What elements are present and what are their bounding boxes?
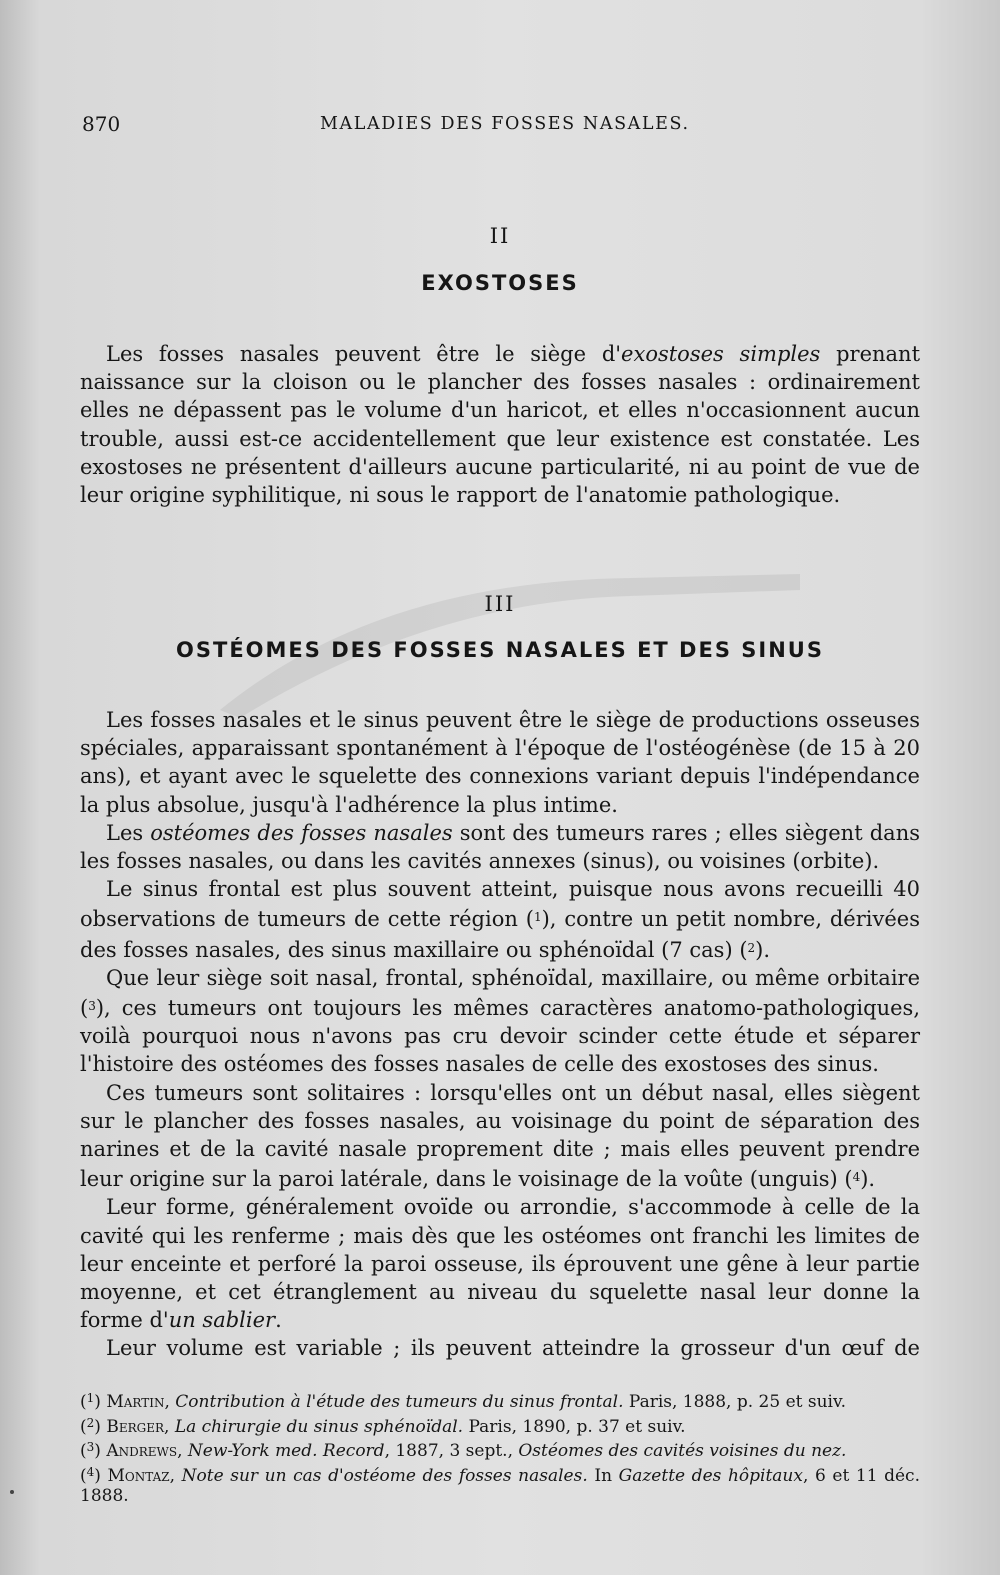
page-number: 870 xyxy=(82,112,121,136)
footnote-ref-2[interactable]: 2 xyxy=(747,940,756,955)
section-title-exostoses: EXOSTOSES xyxy=(421,271,579,295)
footnote-author: Martin xyxy=(106,1392,165,1412)
section-iii-body xyxy=(80,706,920,1363)
section-title-osteomes: OSTÉOMES DES FOSSES NASALES ET DES SINUS xyxy=(176,638,824,662)
section-ii-body xyxy=(80,340,920,509)
footnote-ref-4[interactable]: 4 xyxy=(852,1170,861,1185)
section-numeral-ii: II xyxy=(489,224,511,248)
footnote-1: ($^1$) Martin, Contribution à l'étude des tumeurs du sinus frontal. Paris, 1888, p. 25 et suiv. xyxy=(80,1391,846,1412)
emphasis: ostéomes des fosses nasales xyxy=(150,820,453,845)
page-header xyxy=(82,112,922,142)
emphasis: exostoses simples xyxy=(621,342,821,366)
footnote-ref-3[interactable]: 3 xyxy=(88,999,96,1014)
footnote-2: ($^2$) Berger, La chirurgie du sinus sphénoïdal. Paris, 1890, p. 37 et suiv. xyxy=(80,1415,686,1437)
paragraph: Leur forme, généralement ovoïde ou arrondie, s'accommode à celle de la cavité qui les renferme ; mais dès que les ostéomes ont franchi les limites de leur enceinte et perforé la paroi osseuse, ils éprouvent une gêne à leur partie moyenne, et cet étranglement au niveau du squelette nasal leur donne la forme d'un sablier. xyxy=(80,1195,920,1333)
section-numeral-iii: III xyxy=(484,592,516,616)
emphasis: un sablier xyxy=(168,1308,276,1333)
footnote-4: ($^4$) Montaz, Note sur un cas d'ostéome des fosses nasales. In Gazette des hôpitaux, 6 et 11 déc. 1888. xyxy=(80,1464,920,1506)
footnote-ref-1[interactable]: 1 xyxy=(533,910,542,925)
paragraph: Que leur siège soit nasal, frontal, sphénoïdal, maxillaire, ou même orbitaire ($^3$), ces tumeurs ont toujours les mêmes caractères anatomo-pathologiques, voilà pourquoi nous n'avons pas cru devoir scinder cette étude et séparer l'histoire des ostéomes des fosses nasales de celle des exostoses des sinus. xyxy=(80,965,920,1077)
paragraph: Les fosses nasales peuvent être le siège d'exostoses simples prenant naissance sur la cloison ou le plancher des fosses nasales : ordinairement elles ne dépassent pas le volume d'un haricot, et elles n'occasionnent aucun trouble, aussi est-ce accidentellement que leur existence est constatée. Les exostoses ne présentent d'ailleurs aucune particularité, ni au point de vue de leur origine syphilitique, ni sous le rapport de l'anatomie pathologique. xyxy=(80,342,921,508)
paragraph: Les fosses nasales et le sinus peuvent être le siège de productions osseuses spéciales, apparaissant spontanément à l'époque de l'ostéogénèse (de 15 à 20 ans), et ayant avec le squelette des connexions variant depuis l'indépendance la plus absolue, jusqu'à l'adhérence la plus intime. xyxy=(80,708,920,817)
paragraph: Le sinus frontal est plus souvent atteint, puisque nous avons recueilli 40 observations de tumeurs de cette région ($^1$), contre un petit nombre, dérivées des fosses nasales, des sinus maxillaire ou sphénoïdal (7 cas) ($^2$). xyxy=(80,877,920,962)
footnote-author: Andrews xyxy=(106,1441,178,1461)
ink-speck xyxy=(10,1490,14,1494)
footnote-3: ($^3$) Andrews, New-York med. Record, 1887, 3 sept., Ostéomes des cavités voisines du nez. xyxy=(80,1440,847,1461)
paragraph: Les ostéomes des fosses nasales sont des tumeurs rares ; elles siègent dans les fosses nasales, ou dans les cavités annexes (sinus), ou voisines (orbite). xyxy=(80,820,920,874)
paragraph: Leur volume est variable ; ils peuvent atteindre la grosseur d'un œuf de xyxy=(106,1336,920,1361)
footnote-author: Berger xyxy=(106,1416,164,1437)
footnotes xyxy=(80,1388,920,1507)
running-head: MALADIES DES FOSSES NASALES. xyxy=(320,114,690,134)
footnote-author: Montaz xyxy=(107,1465,170,1486)
paragraph: Ces tumeurs sont solitaires : lorsqu'elles ont un début nasal, elles siègent sur le plancher des fosses nasales, au voisinage du point de séparation des narines et de la cavité nasale proprement dite ; mais elles peuvent prendre leur origine sur la paroi latérale, dans le voisinage de la voûte (unguis) ($^4$). xyxy=(80,1080,920,1192)
